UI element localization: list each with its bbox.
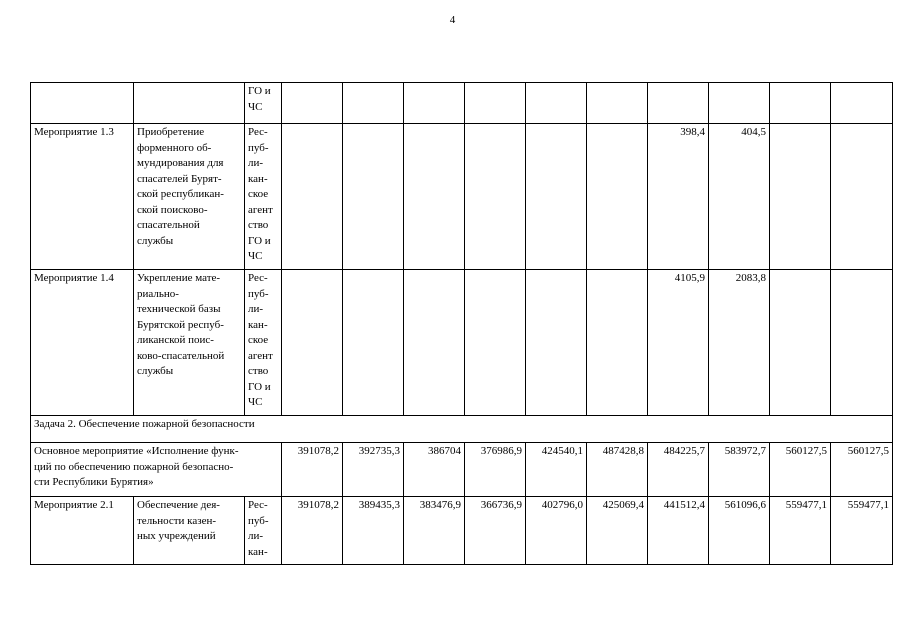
cell-description: Обеспечение дея- тельности казен- ных учреждений (134, 497, 245, 565)
cell-value: 583972,7 (709, 443, 770, 497)
cell-value: 561096,6 (709, 497, 770, 565)
cell-description (134, 83, 245, 124)
table-row (31, 124, 893, 270)
cell-value: 424540,1 (526, 443, 587, 497)
cell-executor: Рес- пуб- ли- кан- ское агент ство ГО и ЧС (245, 124, 282, 270)
cell-value: 484225,7 (648, 443, 709, 497)
cell-value (465, 124, 526, 270)
cell-executor: Рес- пуб- ли- кан- (245, 497, 282, 565)
cell-value (831, 270, 893, 416)
cell-value: 366736,9 (465, 497, 526, 565)
cell-value: 392735,3 (343, 443, 404, 497)
cell-description: Укрепление мате- риально- технической базы Бурятской респуб- ликанской поис- ково-спасательной службы (134, 270, 245, 416)
cell-value (465, 270, 526, 416)
cell-value: 441512,4 (648, 497, 709, 565)
cell-value (587, 83, 648, 124)
cell-description: Приобретение форменного об- мундирования для спасателей Бурят- ской республикан- ской поисково- спасательной службы (134, 124, 245, 270)
cell-activity: Мероприятие 1.4 (31, 270, 134, 416)
cell-value (831, 124, 893, 270)
cell-value (709, 83, 770, 124)
cell-value (343, 124, 404, 270)
table-row (31, 270, 893, 416)
cell-value: 2083,8 (709, 270, 770, 416)
cell-activity: Мероприятие 2.1 (31, 497, 134, 565)
cell-value: 560127,5 (831, 443, 893, 497)
cell-value: 559477,1 (770, 497, 831, 565)
table-row (31, 83, 893, 124)
cell-executor: Рес- пуб- ли- кан- ское агент ство ГО и ЧС (245, 270, 282, 416)
cell-value (282, 270, 343, 416)
cell-value: 404,5 (709, 124, 770, 270)
cell-value (587, 270, 648, 416)
cell-value: 389435,3 (343, 497, 404, 565)
cell-value (404, 124, 465, 270)
cell-value: 386704 (404, 443, 465, 497)
cell-activity (31, 83, 134, 124)
cell-value (282, 83, 343, 124)
cell-value (770, 270, 831, 416)
table-row (31, 443, 893, 497)
cell-value (465, 83, 526, 124)
task-heading: Задача 2. Обеспечение пожарной безопасности (31, 416, 893, 443)
cell-value (526, 83, 587, 124)
cell-value (526, 270, 587, 416)
cell-value: 391078,2 (282, 497, 343, 565)
cell-value: 560127,5 (770, 443, 831, 497)
cell-value (648, 83, 709, 124)
cell-value: 425069,4 (587, 497, 648, 565)
table-row (31, 416, 893, 443)
cell-value: 376986,9 (465, 443, 526, 497)
table-row (31, 497, 893, 565)
cell-value: 559477,1 (831, 497, 893, 565)
program-table (30, 82, 893, 565)
cell-value: 402796,0 (526, 497, 587, 565)
cell-executor: ГО и ЧС (245, 83, 282, 124)
cell-main-activity: Основное мероприятие «Исполнение функ- ций по обеспечению пожарной безопасно- сти Республики Бурятия» (31, 443, 282, 497)
cell-value (343, 270, 404, 416)
cell-value (282, 124, 343, 270)
page-number: 4 (449, 14, 456, 26)
cell-value (831, 83, 893, 124)
cell-value (770, 83, 831, 124)
cell-value: 487428,8 (587, 443, 648, 497)
cell-value: 4105,9 (648, 270, 709, 416)
cell-value (343, 83, 404, 124)
cell-value: 383476,9 (404, 497, 465, 565)
cell-value (404, 83, 465, 124)
cell-value (770, 124, 831, 270)
cell-value: 391078,2 (282, 443, 343, 497)
cell-value (526, 124, 587, 270)
cell-value (404, 270, 465, 416)
cell-value: 398,4 (648, 124, 709, 270)
cell-value (587, 124, 648, 270)
cell-activity: Мероприятие 1.3 (31, 124, 134, 270)
